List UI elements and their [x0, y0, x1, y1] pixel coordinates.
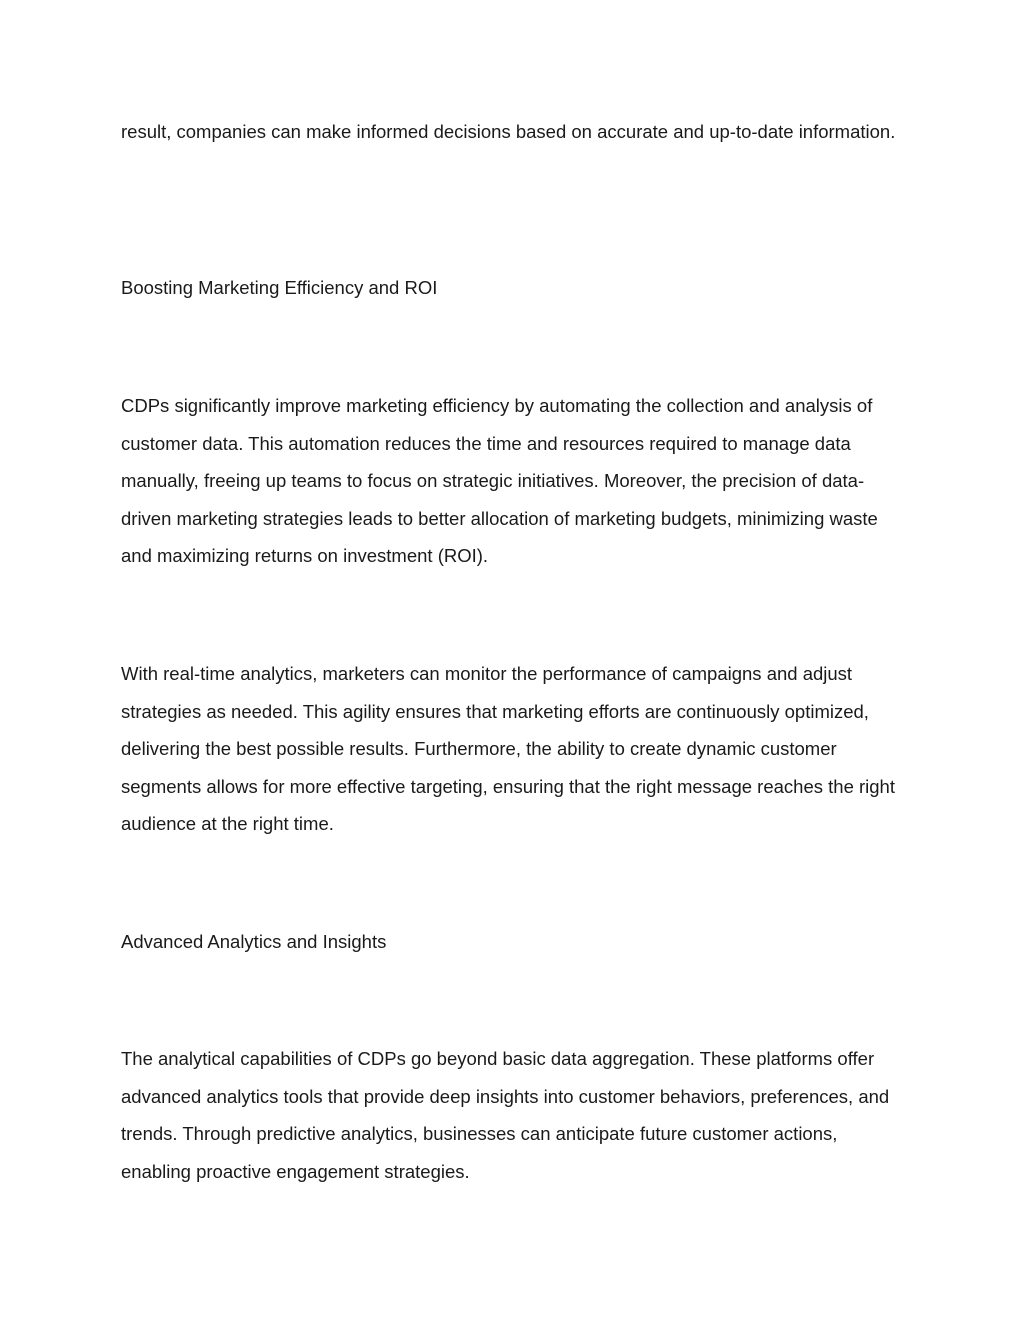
section-heading-marketing-efficiency: Boosting Marketing Efficiency and ROI: [121, 277, 438, 298]
paragraph-marketing-efficiency: CDPs significantly improve marketing efficiency by automating the collection and analysis of customer data. This automation reduces the time and resources required to manage data manually, freeing up teams to focus on strategic initiatives. Moreover, the precision of data-driven marketing strategies leads to better allocation of marketing budgets, minimizing waste and maximizing returns on investment (ROI).: [121, 395, 878, 567]
paragraph-realtime-analytics: With real-time analytics, marketers can monitor the performance of campaigns and adjust strategies as needed. This agility ensures that marketing efforts are continuously optimized, delivering the best possible results. Furthermore, the ability to create dynamic customer segments allows for more effective targeting, ensuring that the right message reaches the right audience at the right time.: [121, 663, 895, 835]
paragraph-advanced-analytics: The analytical capabilities of CDPs go beyond basic data aggregation. These platforms offer advanced analytics tools that provide deep insights into customer behaviors, preferences, and trends. Through predictive analytics, businesses can anticipate future customer actions, enabling proactive engagement strategies.: [121, 1048, 890, 1182]
intro-paragraph-tail: result, companies can make informed decisions based on accurate and up-to-date information.: [121, 121, 896, 142]
section-heading-advanced-analytics: Advanced Analytics and Insights: [121, 931, 387, 952]
